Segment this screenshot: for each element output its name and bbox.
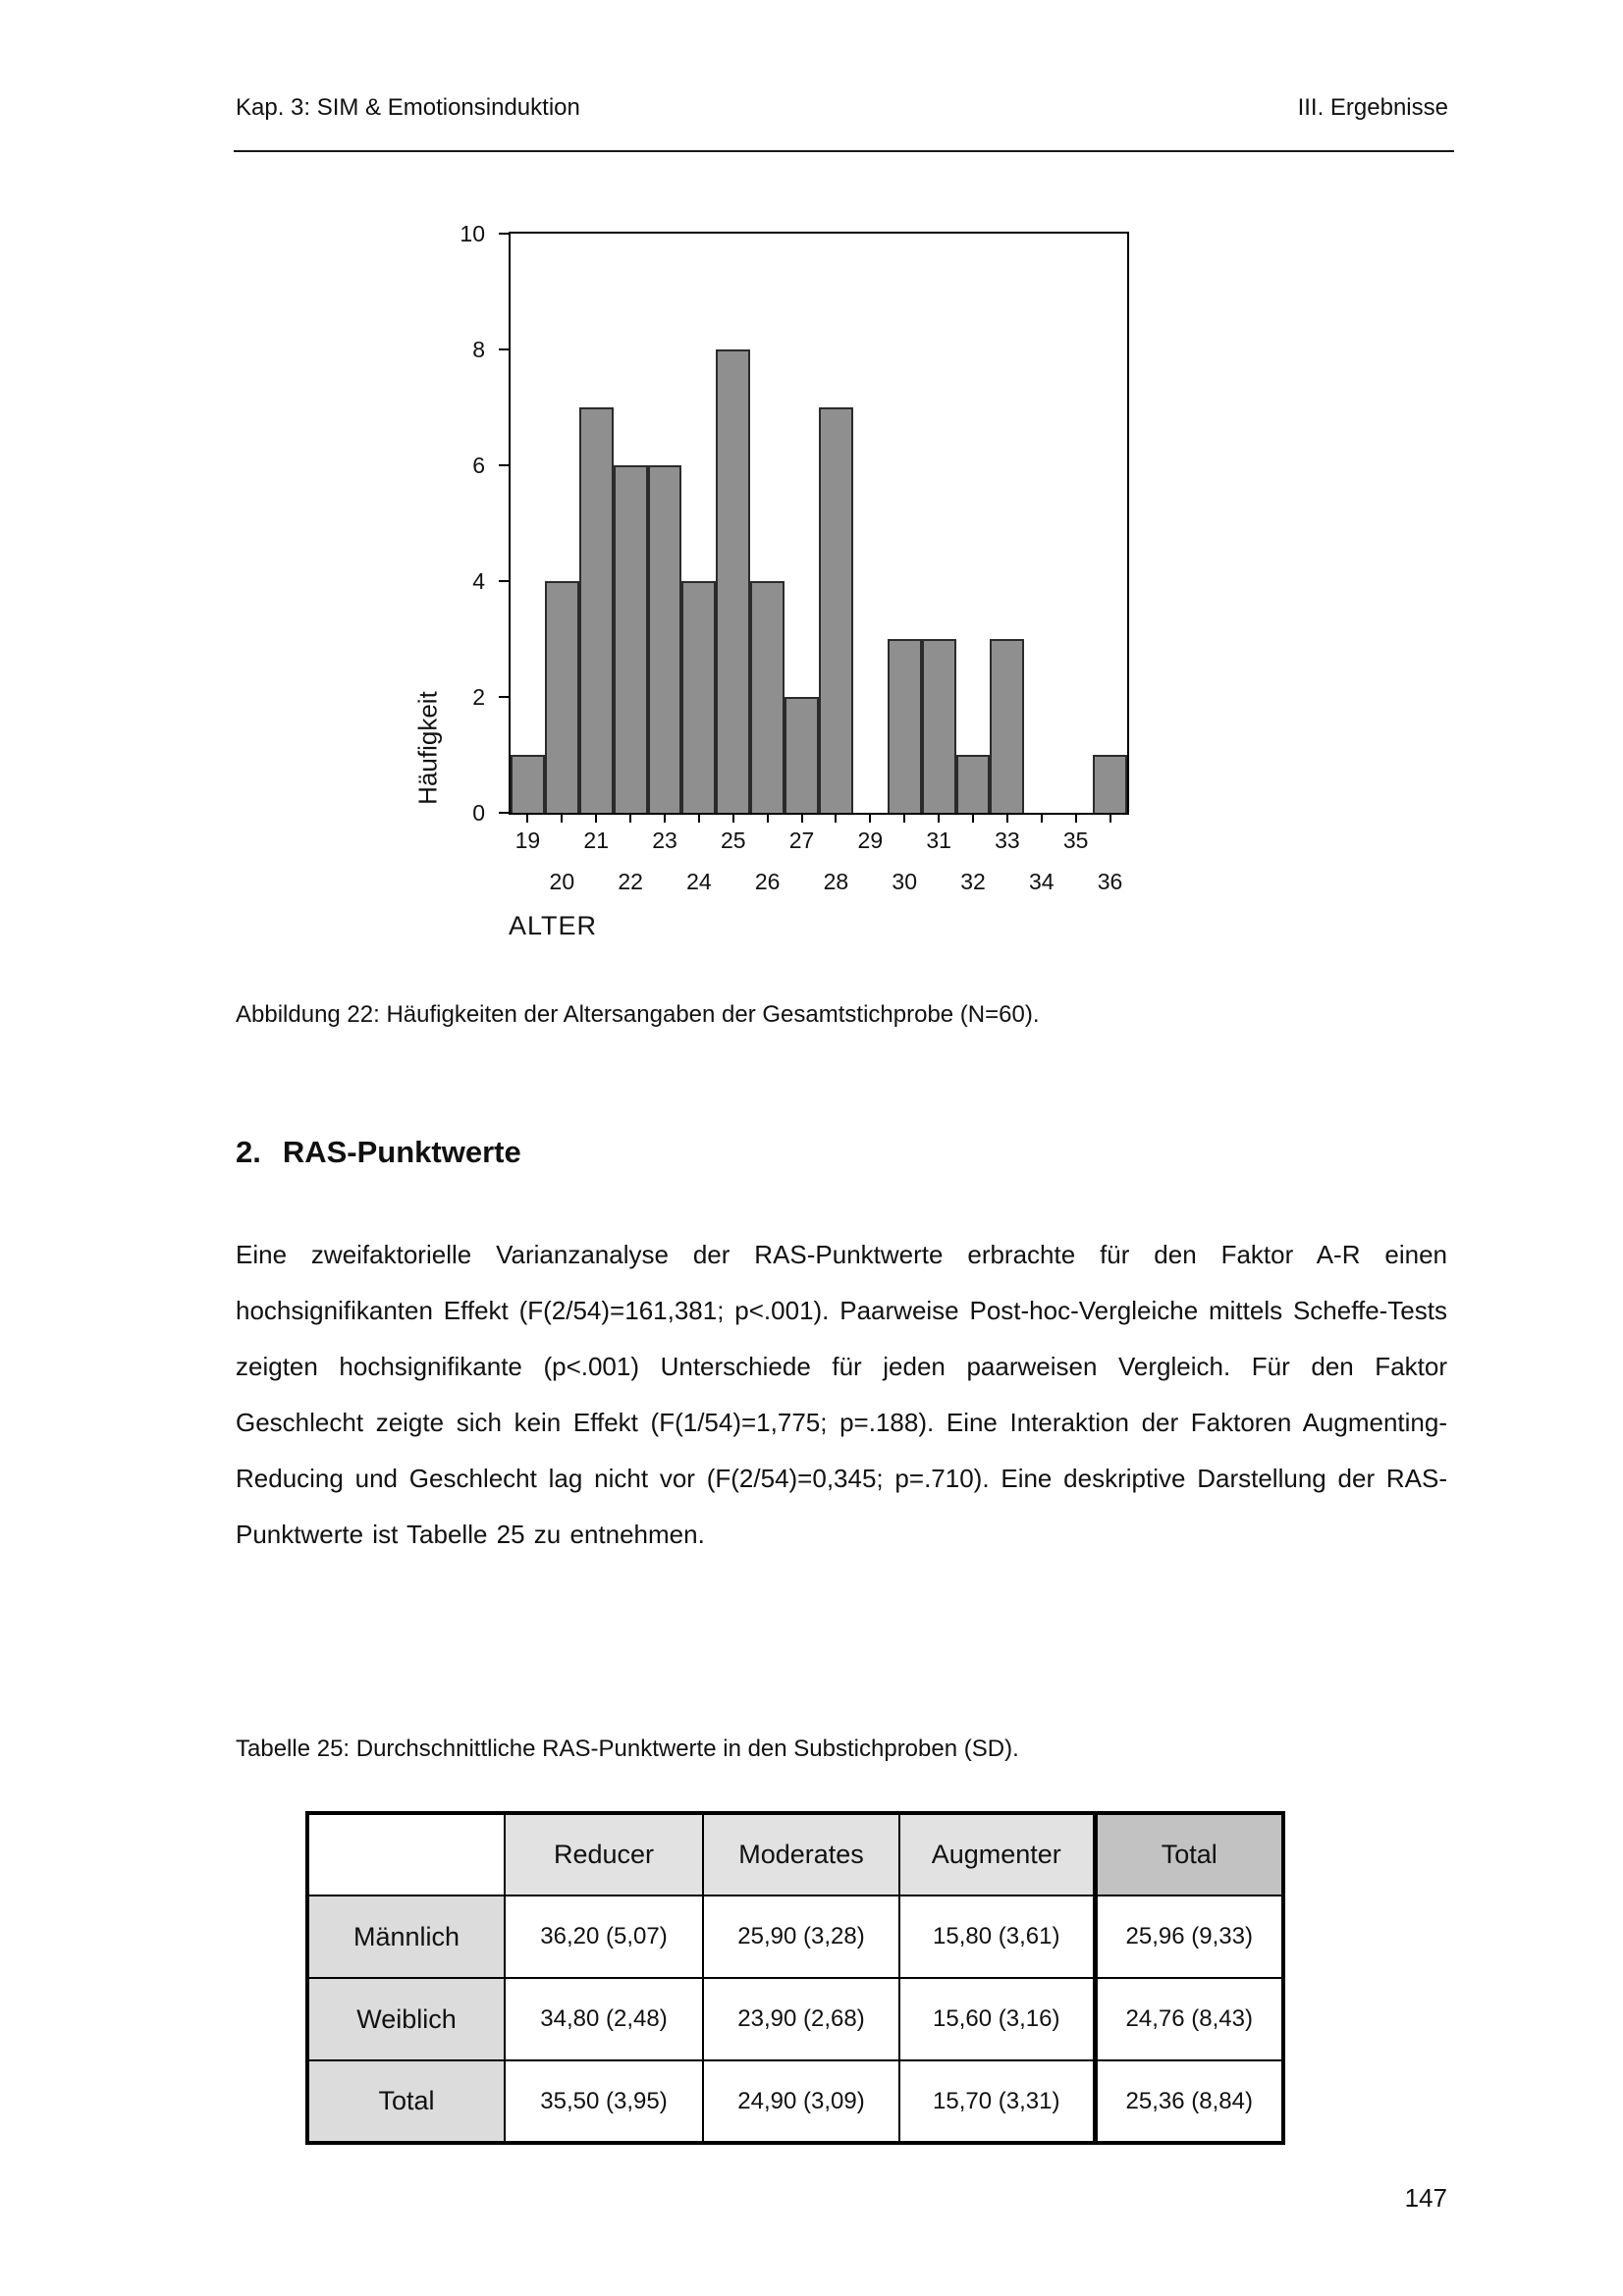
x-tick-label: 36 [1097, 869, 1123, 894]
bar-age-26 [750, 581, 784, 813]
figure-caption: Abbildung 22: Häufigkeiten der Altersangaben der Gesamtstichprobe (N=60). [236, 1001, 1040, 1028]
x-tick [869, 815, 871, 823]
y-tick-label: 2 [472, 684, 485, 710]
cell-weiblich-augmenter: 15,60 (3,16) [899, 1978, 1095, 2060]
x-tick [835, 815, 837, 823]
bar-age-25 [716, 349, 750, 813]
bar-age-28 [819, 407, 853, 813]
y-tick [499, 233, 509, 235]
col-header-total: Total [1095, 1813, 1283, 1896]
x-tick-label: 24 [686, 869, 712, 894]
bar-age-24 [681, 581, 716, 813]
histogram-plot-area [509, 232, 1129, 815]
bar-age-23 [648, 465, 682, 813]
x-tick [972, 815, 974, 823]
cell-total-augmenter: 15,70 (3,31) [899, 2060, 1095, 2143]
x-tick [767, 815, 769, 823]
x-tick-label: 23 [652, 828, 677, 853]
x-tick [526, 815, 528, 823]
cell-weiblich-moderates: 23,90 (2,68) [703, 1978, 899, 2060]
y-axis [401, 221, 509, 826]
cell-total-reducer: 35,50 (3,95) [505, 2060, 703, 2143]
row-header-maennlich: Männlich [307, 1896, 505, 1978]
y-tick-label: 4 [472, 568, 485, 594]
y-tick [499, 464, 509, 466]
x-tick [1041, 815, 1043, 823]
x-tick-label: 29 [857, 828, 884, 853]
col-header-moderates: Moderates [703, 1813, 899, 1896]
body-paragraph: Eine zweifaktorielle Varianzanalyse der RAS-Punktwerte erbrachte für den Faktor A-R einen hochsignifikanten Effekt (F(2/54)=161,381; p<.001). Paarweise Post-hoc-Vergleiche mittels Scheffe-Tests zeigten hochsignifikante (p<.001) Unterschiede für jeden paarweisen Vergleich. Für den Faktor Geschlecht zeigte sich kein Effekt (F(1/54)=1,775; p=.188). Eine Interaktion der Faktoren Augmenting-Reducing und Geschlecht lag nicht vor (F(2/54)=0,345; p=.710). Eine deskriptive Darstellung der RAS-Punktwerte ist Tabelle 25 zu entnehmen. [236, 1240, 1447, 1549]
cell-maennlich-moderates: 25,90 (3,28) [703, 1896, 899, 1978]
row-header-total: Total [307, 2060, 505, 2143]
row-header-weiblich: Weiblich [307, 1978, 505, 2060]
cell-total-moderates: 24,90 (3,09) [703, 2060, 899, 2143]
col-header-reducer: Reducer [505, 1813, 703, 1896]
x-tick-label: 22 [618, 869, 643, 894]
x-tick [732, 815, 734, 823]
y-tick-label: 0 [472, 800, 485, 826]
cell-weiblich-total: 24,76 (8,43) [1095, 1978, 1283, 2060]
y-tick-label: 8 [472, 337, 485, 362]
x-tick-label: 33 [995, 828, 1020, 853]
bar-age-33 [990, 639, 1024, 813]
col-header-augmenter: Augmenter [899, 1813, 1095, 1896]
x-tick [629, 815, 631, 823]
y-tick [499, 812, 509, 814]
y-tick-label: 6 [472, 453, 485, 478]
x-tick-label: 21 [583, 828, 610, 853]
x-tick-label: 26 [754, 869, 781, 894]
table-caption: Tabelle 25: Durchschnittliche RAS-Punktwerte in den Substichproben (SD). [236, 1735, 1019, 1762]
x-tick [595, 815, 597, 823]
bar-age-20 [545, 581, 579, 813]
bar-age-31 [922, 639, 956, 813]
x-axis [511, 815, 1127, 923]
x-tick [698, 815, 700, 823]
table-row-maennlich [307, 1896, 1283, 1978]
y-tick [499, 348, 509, 350]
table-row-weiblich [307, 1978, 1283, 2060]
y-tick [499, 696, 509, 698]
x-tick-label: 30 [892, 869, 918, 894]
x-tick-label: 25 [720, 828, 746, 853]
x-tick-label: 28 [823, 869, 849, 894]
corner-cell [307, 1813, 505, 1896]
x-axis-title: ALTER [509, 911, 598, 940]
bar-age-21 [579, 407, 614, 813]
x-tick-label: 31 [926, 828, 951, 853]
bar-age-22 [614, 465, 648, 813]
section-heading [236, 1135, 521, 1170]
x-tick-label: 27 [788, 828, 815, 853]
cell-weiblich-reducer: 34,80 (2,48) [505, 1978, 703, 2060]
cell-maennlich-reducer: 36,20 (5,07) [505, 1896, 703, 1978]
cell-maennlich-augmenter: 15,80 (3,61) [899, 1896, 1095, 1978]
x-tick [1109, 815, 1111, 823]
table-header-row [307, 1813, 1283, 1896]
page-number: 147 [1404, 2183, 1447, 2213]
bar-age-36 [1093, 755, 1127, 813]
x-tick-label: 32 [960, 869, 986, 894]
table-row-total [307, 2060, 1283, 2143]
bar-age-27 [784, 697, 819, 813]
x-tick [561, 815, 563, 823]
bar-age-32 [956, 755, 991, 813]
section-number: 2. [236, 1135, 261, 1169]
running-header-right: III. Ergebnisse [1297, 94, 1448, 121]
x-tick-label: 20 [549, 869, 575, 894]
x-tick-label: 34 [1028, 869, 1055, 894]
section-title: RAS-Punktwerte [282, 1135, 521, 1169]
x-tick-label: 35 [1062, 828, 1089, 853]
bar-age-30 [888, 639, 922, 813]
x-tick-label: 19 [514, 828, 541, 853]
x-tick [938, 815, 940, 823]
y-tick-label: 10 [460, 221, 485, 246]
header-divider [234, 150, 1454, 152]
ras-score-table [305, 1811, 1285, 2145]
cell-maennlich-total: 25,96 (9,33) [1095, 1896, 1283, 1978]
x-tick [1075, 815, 1077, 823]
bar-age-19 [511, 755, 545, 813]
y-tick [499, 580, 509, 582]
y-axis-title: Häufigkeit [412, 691, 443, 805]
x-tick [801, 815, 803, 823]
x-tick [1006, 815, 1008, 823]
x-tick [903, 815, 905, 823]
cell-total-total: 25,36 (8,84) [1095, 2060, 1283, 2143]
x-tick [664, 815, 666, 823]
running-header-left: Kap. 3: SIM & Emotionsinduktion [236, 94, 580, 121]
